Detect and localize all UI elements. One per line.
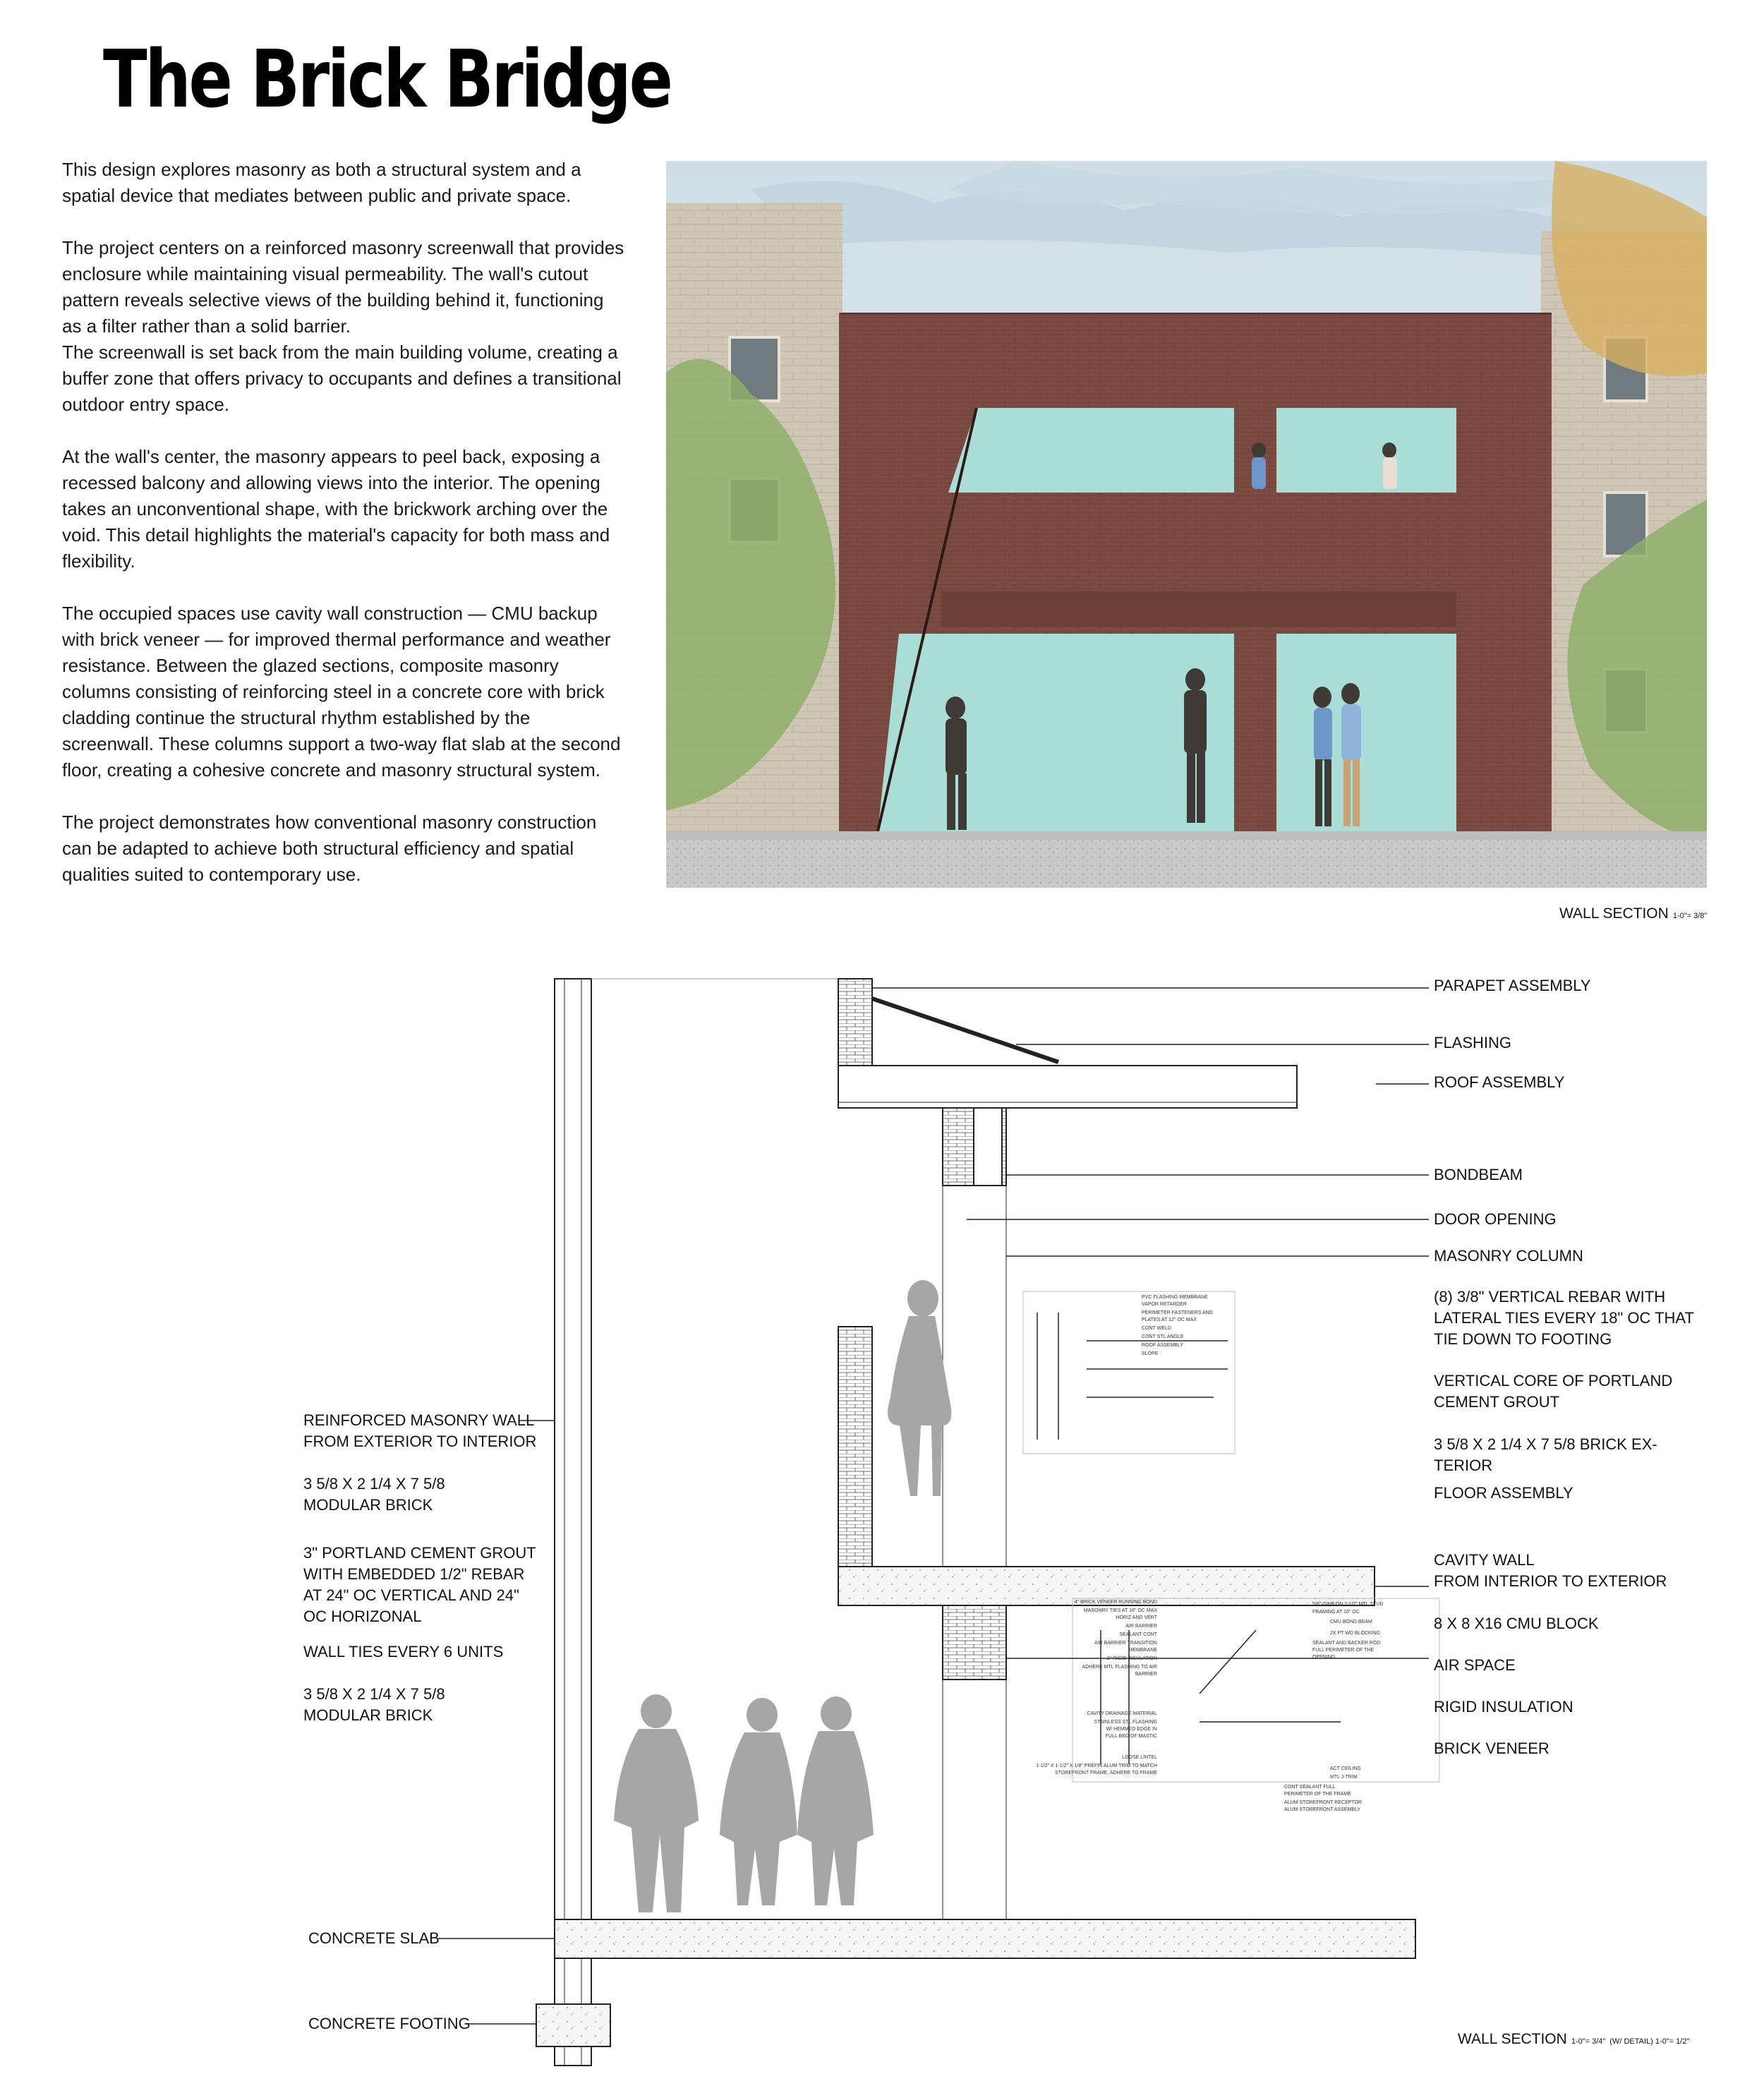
detail-note: CONT WELD bbox=[1142, 1326, 1171, 1331]
detail-note: SLOPE bbox=[1142, 1351, 1159, 1356]
label-door-opening: DOOR OPENING bbox=[1434, 1210, 1557, 1228]
label-modular-brick: 3 5/8 X 2 1/4 X 7 5/8 MODULAR BRICK bbox=[303, 1475, 445, 1514]
detail-note: VAPOR RETARDER bbox=[1142, 1302, 1187, 1307]
label-cmu-block: 8 X 8 X16 CMU BLOCK bbox=[1434, 1615, 1599, 1632]
label-flashing: FLASHING bbox=[1434, 1034, 1512, 1051]
detail-note: PVC FLASHING MEMBRANE bbox=[1142, 1295, 1208, 1300]
detail-note: 5/8" GWB ON 2-1/2" MTL STUD bbox=[1312, 1602, 1384, 1607]
section-caption-scale: 1-0"= 3/4" bbox=[1571, 2037, 1606, 2046]
label-brick-exterior: 3 5/8 X 2 1/4 X 7 5/8 BRICK EX- TERIOR bbox=[1434, 1435, 1657, 1474]
page-title: The Brick Bridge bbox=[103, 34, 671, 126]
description-paragraph: The occupied spaces use cavity wall construction — CMU backup with brick veneer — for improved thermal performance and weather resistance. Between the glazed sections, composite masonry columns consisting of reinforcing steel in a concrete core with brick cladding continue the structural rhythm established by the screenwall. These columns support a two-way flat slab at the second floor, creating a cohesive concrete and masonry structural system. bbox=[62, 603, 621, 780]
description-paragraph: The project demonstrates how conventional masonry construction can be adapted to achieve both structural efficiency and spatial qualities suited to contemporary use. bbox=[62, 812, 597, 885]
label-parapet-assembly: PARAPET ASSEMBLY bbox=[1434, 977, 1591, 994]
label-vertical-rebar: (8) 3/8" VERTICAL REBAR WITH LATERAL TIES EVERY 18" OC THAT TIE DOWN TO FOOTING bbox=[1434, 1288, 1694, 1348]
concrete-slab bbox=[555, 1919, 1415, 1958]
detail-note: ADHERE MTL FLASHING TO AIR bbox=[1082, 1665, 1157, 1670]
label-concrete-footing: CONCRETE FOOTING bbox=[308, 2015, 471, 2032]
ground-plane bbox=[666, 840, 1707, 888]
upper-glazed-opening bbox=[948, 408, 1456, 493]
label-rigid-insulation: RIGID INSULATION bbox=[1434, 1698, 1573, 1716]
detail-note: MASONRY TIES AT 16" OC MAX bbox=[1083, 1608, 1157, 1613]
detail-note: OPENING bbox=[1312, 1655, 1336, 1660]
detail-note: CMU BOND BEAM bbox=[1330, 1620, 1372, 1624]
label-wall-ties: WALL TIES EVERY 6 UNITS bbox=[303, 1643, 504, 1660]
elevation-caption-text: WALL SECTION bbox=[1559, 905, 1669, 922]
elevation-caption-scale: 1-0"= 3/8" bbox=[1672, 912, 1708, 920]
detail-note: FULL PERIMETER OF THE bbox=[1312, 1648, 1375, 1653]
detail-note: PERIMETER FASTENERS AND bbox=[1142, 1310, 1213, 1315]
detail-note: AIR BARRIER bbox=[1125, 1624, 1157, 1629]
description-paragraph: At the wall's center, the masonry appears to peel back, exposing a recessed balcony and allowing views into the interior. The opening takes an unconventional shape, with the brickwork arching over the void. This detail highlights the material's capacity for both mass and flexibility. bbox=[62, 446, 610, 572]
label-masonry-column: MASONRY COLUMN bbox=[1434, 1247, 1583, 1265]
detail-note: BARRIER bbox=[1135, 1672, 1157, 1677]
label-brick-veneer: BRICK VENEER bbox=[1434, 1740, 1549, 1757]
label-cavity-wall: CAVITY WALL FROM INTERIOR TO EXTERIOR bbox=[1434, 1551, 1667, 1590]
person-silhouette bbox=[641, 1694, 672, 1728]
description-paragraph: The project centers on a reinforced masonry screenwall that provides enclosure while maintaining visual permeability. The wall's cutout pattern reveals selective views of the building behind it, functioning as a filter rather than a solid barrier. The screenwall is set back from the main building volume, creating a buffer zone that offers privacy to occupants and defines a transitional outdoor entry space. bbox=[62, 237, 624, 415]
detail-note: STOREFRONT FRAME, ADHERE TO FRAME bbox=[1055, 1771, 1157, 1775]
detail-note: FULL BED OF MASTIC bbox=[1105, 1734, 1157, 1739]
detail-note: ACT CEILING bbox=[1330, 1766, 1361, 1771]
detail-note: PERIMETER OF THE FRAME bbox=[1284, 1792, 1351, 1797]
elevation-rendering bbox=[666, 161, 1707, 888]
detail-note: 2X PT WD BLOCKING bbox=[1330, 1631, 1381, 1636]
label-grout-core: VERTICAL CORE OF PORTLAND CEMENT GROUT bbox=[1434, 1372, 1673, 1411]
detail-note: SEALANT CONT bbox=[1119, 1632, 1157, 1637]
description-paragraph: This design explores masonry as both a structural system and a spatial device that mediates between public and private space. bbox=[62, 159, 581, 206]
label-air-space: AIR SPACE bbox=[1434, 1656, 1516, 1674]
detail-note: SEALANT AND BACKER ROD bbox=[1312, 1641, 1381, 1646]
detail-note: 2" RIGID INSULATION bbox=[1106, 1656, 1157, 1661]
person-silhouette bbox=[747, 1698, 778, 1732]
person-silhouette bbox=[821, 1696, 852, 1730]
detail-note: MEMBRANE bbox=[1128, 1648, 1157, 1653]
parapet-detail bbox=[1023, 1291, 1235, 1454]
detail-note: 4" BRICK VENEER RUNNING BOND bbox=[1074, 1600, 1157, 1605]
section-caption-detail: (W/ DETAIL) 1-0"= 1/2" bbox=[1609, 2037, 1690, 2046]
label-roof-assembly: ROOF ASSEMBLY bbox=[1434, 1073, 1565, 1091]
detail-note: AIR BARRIER TRANSITION bbox=[1094, 1641, 1157, 1646]
label-bondbeam: BONDBEAM bbox=[1434, 1166, 1523, 1183]
detail-note: CAVITY DRAINAGE MATERIAL bbox=[1087, 1711, 1157, 1716]
detail-note: ALUM STOREFRONT RECEPTOR bbox=[1284, 1800, 1363, 1805]
detail-note: HORIZ AND VERT bbox=[1116, 1615, 1157, 1620]
detail-note: PLATES AT 12" OC MAX bbox=[1142, 1318, 1197, 1322]
detail-note: MTL J-TRIM bbox=[1330, 1775, 1358, 1780]
detail-note: CONT SEALANT FULL bbox=[1284, 1785, 1336, 1790]
label-cement-grout: 3" PORTLAND CEMENT GROUT WITH EMBEDDED 1/2" REBAR AT 24" OC VERTICAL AND 24" OC HORIZONAL bbox=[303, 1544, 536, 1625]
detail-note: LOOSE LINTEL bbox=[1122, 1755, 1157, 1760]
project-description bbox=[62, 157, 627, 914]
roof-assembly bbox=[838, 1066, 1297, 1108]
detail-note: STAINLESS STL FLASHING bbox=[1094, 1720, 1157, 1725]
detail-note: ROOF ASSEMBLY bbox=[1142, 1343, 1183, 1348]
detail-note: ALUM STOREFRONT ASSEMBLY bbox=[1284, 1807, 1361, 1812]
detail-note: CONT STL ANGLE bbox=[1142, 1334, 1184, 1339]
detail-note: FRAMING AT 16" OC bbox=[1312, 1610, 1360, 1615]
label-reinforced-masonry-wall: REINFORCED MASONRY WALL FROM EXTERIOR TO INTERIOR bbox=[303, 1411, 537, 1450]
concrete-footing bbox=[536, 2004, 610, 2046]
person-silhouette bbox=[907, 1280, 938, 1317]
reinforced-masonry-wall bbox=[555, 979, 591, 2066]
section-caption-text: WALL SECTION bbox=[1458, 2031, 1567, 2047]
section-caption bbox=[1458, 2031, 1689, 2048]
label-modular-brick: 3 5/8 X 2 1/4 X 7 5/8 MODULAR BRICK bbox=[303, 1685, 445, 1724]
detail-note: 1-1/2" X 1-1/2" X 1/8" PREFIN ALUM TRIM TO MATCH bbox=[1036, 1764, 1157, 1768]
label-concrete-slab: CONCRETE SLAB bbox=[308, 1929, 440, 1947]
label-floor-assembly: FLOOR ASSEMBLY bbox=[1434, 1484, 1573, 1502]
detail-note: W/ HEMMED EDGE IN bbox=[1106, 1727, 1157, 1732]
